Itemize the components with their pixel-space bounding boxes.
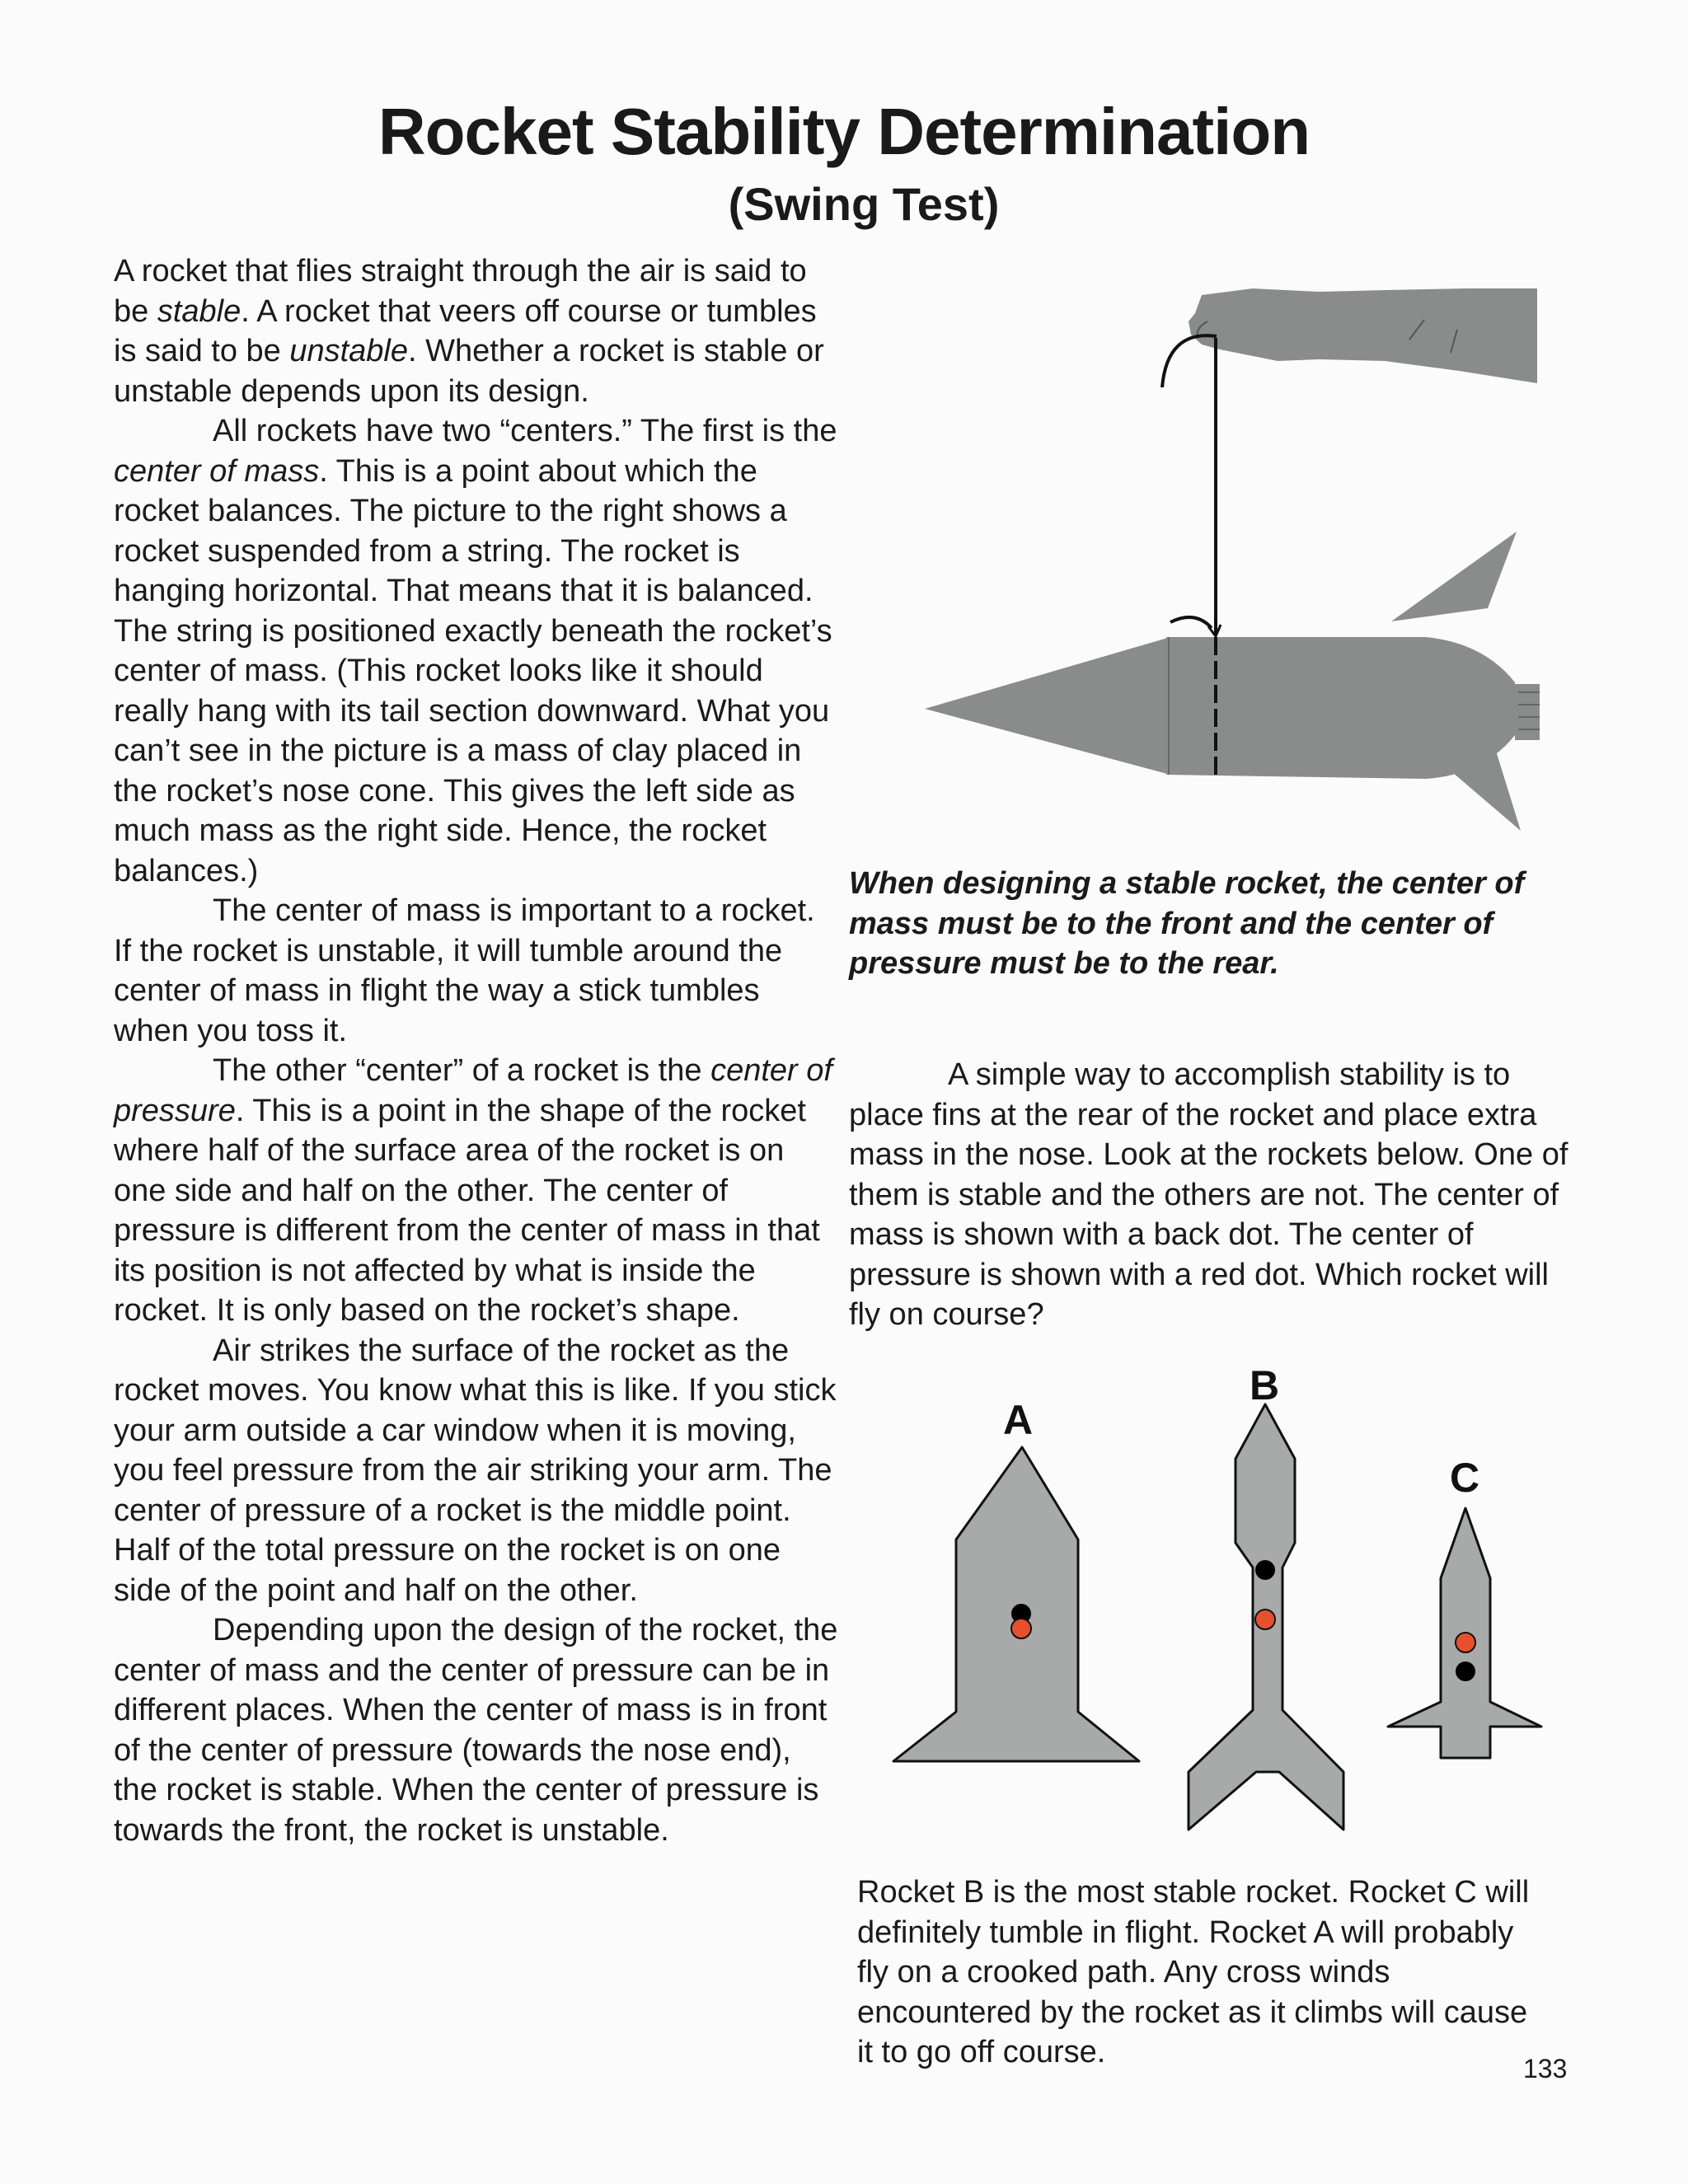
paragraph-design: Depending upon the design of the rocket, the center of mass and the center of pressure can be in different places. When the center of mass is in front of the center of pressure (towards the nose end), the rocket is stable. When the center of pressure is towards the front, the rocket is unstable. [114, 1613, 838, 1848]
rocket-c-center-of-pressure [1456, 1633, 1475, 1652]
arm-hand-icon [1189, 288, 1537, 383]
page-number: 133 [1523, 2054, 1568, 2083]
rocket-c [1388, 1455, 1541, 1758]
stability-callout: When designing a stable rocket, the center of mass must be to the front and the center of pressure must be to the rear. [849, 866, 1525, 981]
rocket-b-center-of-pressure [1255, 1610, 1275, 1629]
rocket-b-center-of-mass [1255, 1560, 1275, 1580]
rocket-comparison-diagram [890, 1352, 1550, 1838]
conclusion-text: Rocket B is the most stable rocket. Rocket C will definitely tumble in flight. Rocket A will probably fly on a crooked path. Any cross winds encountered by the rocket as it climbs will cause it to go off course. [857, 1875, 1530, 2069]
left-column-text [114, 251, 839, 1850]
paragraph-air-pressure: Air strikes the surface of the rocket as the rocket moves. You know what this is like. If you stick your arm outside a car window when it is moving, you feel pressure from the air striking your arm. The center of pressure of a rocket is the middle point. Half of the total pressure on the rocket is on one side of the point and half on the other. [114, 1333, 837, 1608]
rocket-b-label: B [1249, 1362, 1280, 1408]
paragraph-center-of-pressure: The other “center” of a rocket is the center of pressure. This is a point in the shape of the rocket where half of the surface area of the rocket is on one side and half on the other. The center of pressure is different from the center of mass in that its position is not affected by what is inside the rocket. It is only based on the rocket’s shape. [114, 1053, 832, 1328]
page-subtitle: (Swing Test) [728, 178, 1000, 230]
stability-explanation: A simple way to accomplish stability is to place fins at the rear of the rocket and place extra mass in the nose. Look at the rockets below. One of them is stable and the others are not. The center of mass is shown with a back dot. The center of pressure is shown with a red dot. Which rocket will fly on course? [849, 1057, 1568, 1332]
page-title: Rocket Stability Determination [377, 95, 1311, 168]
rocket-b [1189, 1362, 1343, 1830]
rocket-a [893, 1397, 1141, 1761]
hanging-rocket [925, 532, 1540, 831]
rocket-a-label: A [1002, 1397, 1034, 1443]
rocket-c-center-of-mass [1456, 1661, 1475, 1681]
paragraph-intro: A rocket that flies straight through the air is said to be stable. A rocket that veers off course or tumbles is said to be unstable. Whether a rocket is stable or unstable depends upon its design. [114, 254, 824, 409]
paragraph-mass-importance: The center of mass is important to a rocket. If the rocket is unstable, it will tumble around the center of mass in flight the way a stick tumbles when you toss it. [114, 893, 815, 1048]
paragraph-center-of-mass: All rockets have two “centers.” The first is the center of mass. This is a point about which the rocket balances. The picture to the right shows a rocket suspended from a string. The rocket is hanging horizontal. That means that it is balanced. The string is positioned exactly beneath the rocket’s center of mass. (This rocket looks like it should really hang with its tail section downward. What you can’t see in the picture is a mass of clay placed in the rocket’s nose cone. This gives the left side as much mass as the right side. Hence, the rocket balances.) [114, 414, 837, 888]
swing-test-illustration [923, 280, 1566, 849]
rocket-a-center-of-pressure [1011, 1619, 1031, 1638]
rocket-c-label: C [1449, 1455, 1480, 1501]
